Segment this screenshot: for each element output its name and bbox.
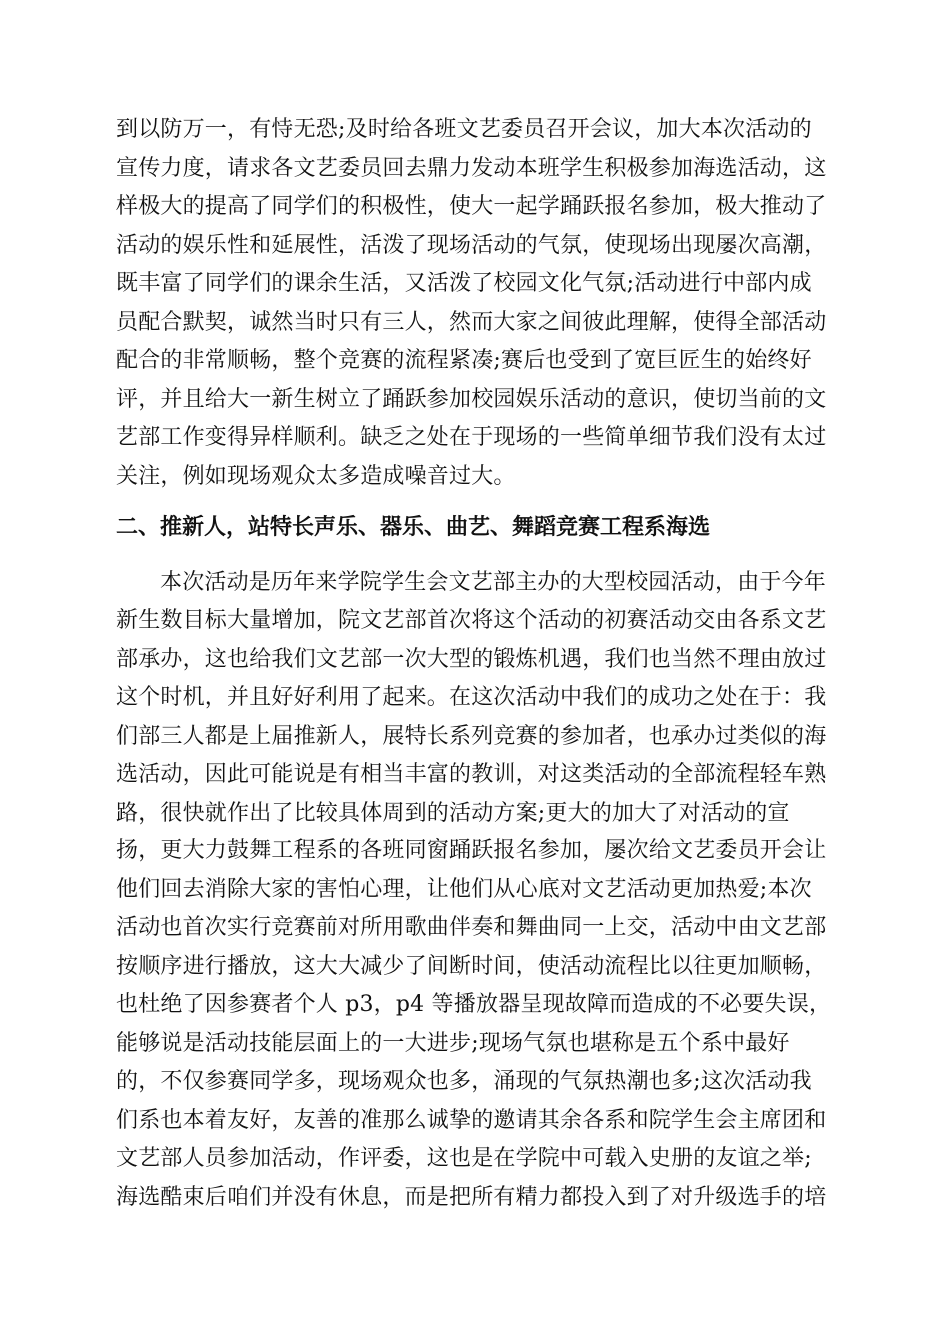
paragraph-line: 配合的非常顺畅，整个竞赛的流程紧凑;赛后也受到了宽巨匠生的始终好: [116, 348, 812, 373]
paragraph-line: 关注，例如现场观众太多造成噪音过大。: [116, 464, 516, 489]
paragraph-line: 到以防万一，有恃无恐;及时给各班文艺委员召开会议，加大本次活动的: [116, 117, 812, 142]
paragraph-line: 按顺序进行播放，这大大减少了间断时间，使活动流程比以往更加顺畅，: [116, 954, 827, 979]
paragraph-line: 员配合默契，诚然当时只有三人，然而大家之间彼此理解，使得全部活动: [116, 310, 827, 335]
paragraph-line: 艺部工作变得异样顺利。缺乏之处在于现场的一些简单细节我们没有太过: [116, 425, 827, 450]
paragraph-line: 新生数目标大量增加，院文艺部首次将这个活动的初赛活动交由各系文艺: [116, 608, 827, 633]
paragraph-line: 能够说是活动技能层面上的一大进步;现场气氛也堪称是五个系中最好: [116, 1031, 790, 1056]
paragraph-line: 们系也本着友好，友善的准那么诚挚的邀请其余各系和院学生会主席团和: [116, 1108, 827, 1133]
paragraph-line: 扬，更大力鼓舞工程系的各班同窗踊跃报名参加，屡次给文艺委员开会让: [116, 838, 827, 863]
paragraph-line: 他们回去消除大家的害怕心理，让他们从心底对文艺活动更加热爱;本次: [116, 877, 812, 902]
paragraph-line: 文艺部人员参加活动，作评委，这也是在学院中可载入史册的友谊之举;: [116, 1146, 812, 1171]
paragraph-line: 样极大的提高了同学们的积极性，使大一起学踊跃报名参加，极大推动了: [116, 194, 827, 219]
paragraph-line: 活动的娱乐性和延展性，活泼了现场活动的气氛，使现场出现屡次高潮，: [116, 233, 827, 258]
paragraph-line: 活动也首次实行竞赛前对所用歌曲伴奏和舞曲同一上交，活动中由文艺部: [116, 915, 827, 940]
paragraph-line: 宣传力度，请求各文艺委员回去鼎力发动本班学生积极参加海选活动，这: [116, 156, 827, 181]
paragraph-line: 路，很快就作出了比较具体周到的活动方案;更大的加大了对活动的宣: [116, 801, 790, 826]
paragraph-line: 部承办，这也给我们文艺部一次大型的锻炼机遇，我们也当然不理由放过: [116, 647, 827, 672]
paragraph-line: 评，并且给大一新生树立了踊跃参加校园娱乐活动的意识，使切当前的文: [116, 387, 827, 412]
paragraph-line: 选活动，因此可能说是有相当丰富的教训，对这类活动的全部流程轻车熟: [116, 762, 827, 787]
paragraph-line: 本次活动是历年来学院学生会文艺部主办的大型校园活动，由于今年: [160, 570, 827, 595]
paragraph-line: 也杜绝了因参赛者个人 p3，p4 等播放器呈现故障而造成的不必要失误，: [116, 992, 832, 1017]
paragraph-line: 既丰富了同学们的课余生活，又活泼了校园文化气氛;活动进行中部内成: [116, 271, 812, 296]
section-heading: 二、推新人，站特长声乐、器乐、曲艺、舞蹈竞赛工程系海选: [116, 515, 711, 540]
paragraph-line: 海选酷束后咱们并没有休息，而是把所有精力都投入到了对升级选手的培: [116, 1185, 827, 1210]
paragraph-line: 们部三人都是上届推新人，展特长系列竞赛的参加者，也承办过类似的海: [116, 724, 827, 749]
paragraph-line: 这个时机，并且好好利用了起来。在这次活动中我们的成功之处在于：我: [116, 685, 827, 710]
paragraph-line: 的，不仅参赛同学多，现场观众也多，涌现的气氛热潮也多;这次活动我: [116, 1069, 812, 1094]
